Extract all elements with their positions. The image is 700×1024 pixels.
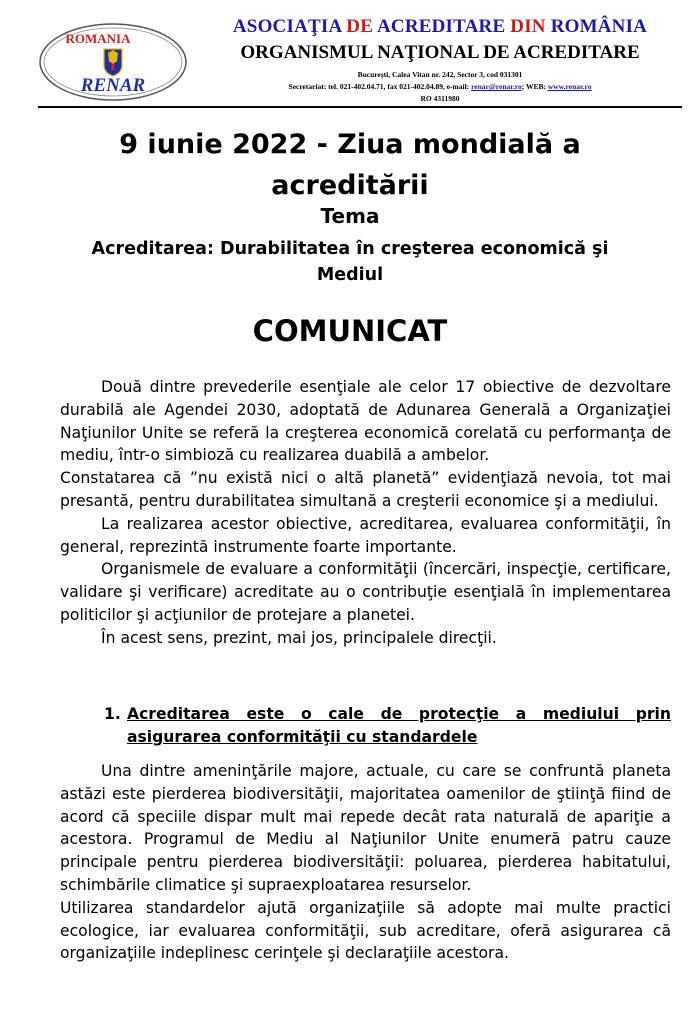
organization-name: ORGANISMUL NAŢIONAL DE ACREDITARE (240, 42, 640, 63)
theme-subtitle: Acreditarea: Durabilitatea în creşterea economică şi Mediul (91, 239, 609, 285)
paragraph: Două dintre prevederile esenţiale ale celor 17 obiective de dezvoltare durabilă ale Agendei 2030, adoptată de Adunarea Generală a Organizaţiei Naţiunilor Unite se referă la creşterea economică corelată cu performanţa de mediu, într-o simbioză cu realizarea duabilă a ambelor. (60, 378, 671, 465)
paragraph: Utilizarea standardelor ajută organizaţiile să adopte mai multe practici ecologice, iar evaluarea conformităţii, sub acreditare, oferă asigurarea că organizaţiile indeplinesc cerinţele şi declaraţiile acestora. (60, 898, 671, 963)
contact-line: Secretariat: tel. 021-402.04.71, fax 021-402.04.89, e-mail: renar@renar.ro; WEB: www.renar.ro (288, 82, 592, 91)
section-1-body (60, 760, 671, 965)
romanian-coat-of-arms-icon (104, 49, 122, 76)
paragraph: Organismele de evaluare a conformităţii (încercări, inspecţie, certificare, validare şi verificare) acreditate au o contribuţie esenţială în implementarea politicilor şi acţiunilor de protejare a planetei. (60, 560, 671, 624)
registration-code: RO 4311980 (420, 94, 460, 103)
email-link[interactable]: renar@renar.ro (471, 82, 522, 91)
paragraph: Constatarea că ”nu există nici o altă planetă” evidenţiază nevoia, tot mai presantă, pentru durabilitatea simultană a creşterii economice şi a mediului. (60, 469, 671, 510)
communique-heading: COMUNICAT (252, 314, 448, 348)
logo-text-top: ROMANIA (65, 31, 131, 46)
section-number: 1. (104, 705, 121, 723)
letterhead (0, 0, 700, 110)
association-name: ASOCIAŢIA DE ACREDITARE DIN ROMÂNIA (232, 16, 648, 37)
logo-text-bottom: RENAR (80, 75, 146, 96)
address: Bucureşti, Calea Vitan nr. 242, Sector 3, cod 031301 (357, 70, 523, 79)
renar-logo (38, 22, 188, 102)
theme-label: Tema (320, 204, 380, 228)
document-title: 9 iunie 2022 - Ziua mondială a acreditării (119, 129, 581, 201)
paragraph: În acest sens, prezint, mai jos, principalele direcţii. (101, 628, 497, 647)
header-divider (38, 106, 682, 108)
paragraph: La realizarea acestor obiective, acreditarea, evaluarea conformităţii, în general, reprezintă instrumente foarte importante. (60, 514, 671, 556)
intro-section (60, 376, 671, 650)
web-link[interactable]: www.renar.ro (547, 82, 592, 91)
section-title: Acreditarea este o cale de protecţie a mediului prin asigurarea conformităţii cu standardele (127, 705, 671, 746)
paragraph: Una dintre ameninţările majore, actuale, cu care se confruntă planeta astăzi este pierderea biodiversităţii, majoritatea oamenilor de ştiinţă fiind de acord că speciile dispar mult mai repede decât rata naturală de apariţie a acestora. Programul de Mediu al Naţiunilor Unite enumeră patru cauze principale pentru pierderea biodiversităţii: poluarea, pierderea habitatului, schimbările climatice şi supraexploatarea resurselor. (60, 762, 671, 894)
